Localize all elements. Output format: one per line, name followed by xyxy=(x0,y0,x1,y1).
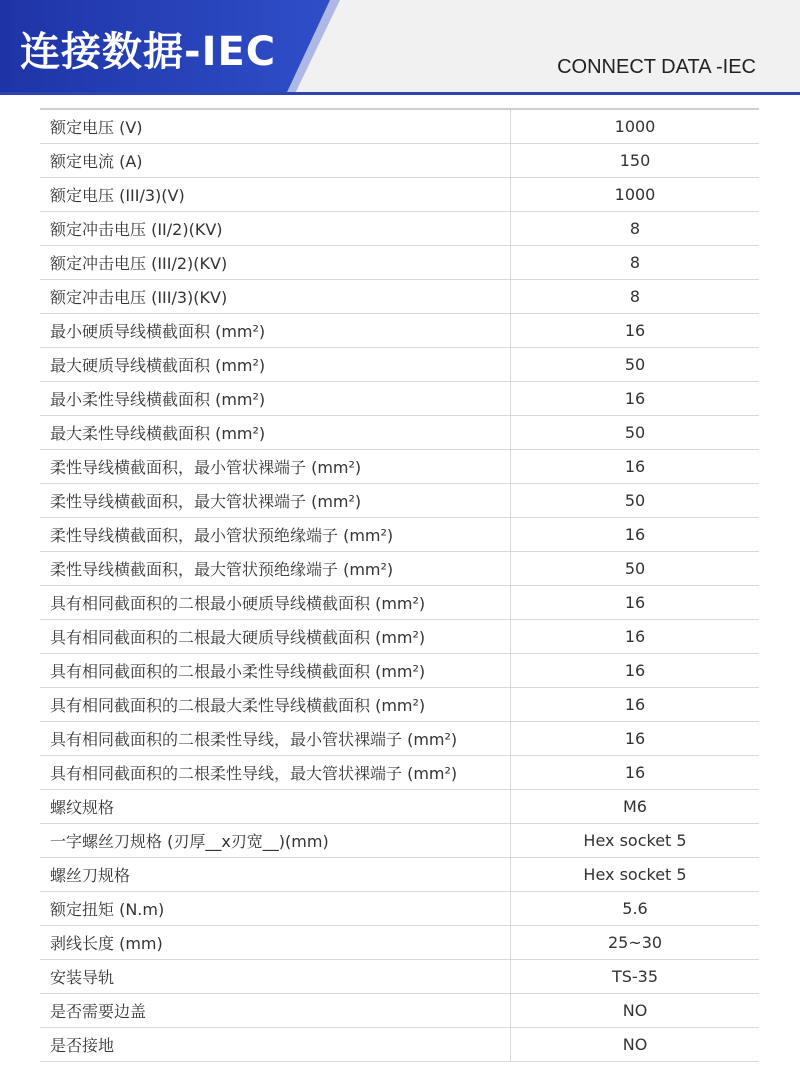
spec-label: 具有相同截面积的二根最小硬质导线横截面积 (mm²) xyxy=(40,586,511,620)
table-row xyxy=(40,212,759,246)
table-row xyxy=(40,518,759,552)
spec-label: 额定冲击电压 (III/3)(KV) xyxy=(40,280,511,314)
table-row xyxy=(40,654,759,688)
spec-value: 16 xyxy=(511,756,760,790)
page-title: 连接数据-IEC xyxy=(20,29,277,75)
spec-table-body xyxy=(40,109,759,1062)
spec-value: 16 xyxy=(511,688,760,722)
table-row xyxy=(40,382,759,416)
spec-label: 柔性导线横截面积，最小管状预绝缘端子 (mm²) xyxy=(40,518,511,552)
table-row xyxy=(40,246,759,280)
table-row xyxy=(40,280,759,314)
table-row xyxy=(40,858,759,892)
spec-value: 16 xyxy=(511,620,760,654)
spec-label: 具有相同截面积的二根柔性导线，最小管状裸端子 (mm²) xyxy=(40,722,511,756)
table-row xyxy=(40,178,759,212)
spec-label: 剥线长度 (mm) xyxy=(40,926,511,960)
spec-label: 额定冲击电压 (III/2)(KV) xyxy=(40,246,511,280)
spec-table xyxy=(40,108,759,1062)
spec-label: 额定冲击电压 (II/2)(KV) xyxy=(40,212,511,246)
spec-value: 16 xyxy=(511,450,760,484)
spec-label: 是否接地 xyxy=(40,1028,511,1062)
table-row xyxy=(40,314,759,348)
spec-label: 额定电流 (A) xyxy=(40,144,511,178)
spec-value: 16 xyxy=(511,518,760,552)
spec-label: 具有相同截面积的二根最小柔性导线横截面积 (mm²) xyxy=(40,654,511,688)
table-row xyxy=(40,586,759,620)
table-row xyxy=(40,790,759,824)
spec-value: 50 xyxy=(511,484,760,518)
spec-value: TS-35 xyxy=(511,960,760,994)
spec-value: 50 xyxy=(511,348,760,382)
table-row xyxy=(40,144,759,178)
spec-value: Hex socket 5 xyxy=(511,824,760,858)
spec-value: 150 xyxy=(511,144,760,178)
spec-label: 一字螺丝刀规格 (刃厚__x刃宽__)(mm) xyxy=(40,824,511,858)
spec-value: 25~30 xyxy=(511,926,760,960)
spec-value: NO xyxy=(511,994,760,1028)
table-row xyxy=(40,348,759,382)
table-row xyxy=(40,620,759,654)
spec-value: M6 xyxy=(511,790,760,824)
spec-label: 最大柔性导线横截面积 (mm²) xyxy=(40,416,511,450)
spec-value: 1000 xyxy=(511,109,760,144)
spec-label: 最大硬质导线横截面积 (mm²) xyxy=(40,348,511,382)
spec-label: 具有相同截面积的二根最大硬质导线横截面积 (mm²) xyxy=(40,620,511,654)
spec-value: NO xyxy=(511,1028,760,1062)
page-header xyxy=(0,0,800,96)
spec-value: 1000 xyxy=(511,178,760,212)
spec-label: 柔性导线横截面积，最大管状预绝缘端子 (mm²) xyxy=(40,552,511,586)
spec-label: 安装导轨 xyxy=(40,960,511,994)
spec-value: 8 xyxy=(511,246,760,280)
spec-value: 50 xyxy=(511,552,760,586)
spec-label: 具有相同截面积的二根柔性导线，最大管状裸端子 (mm²) xyxy=(40,756,511,790)
table-row xyxy=(40,994,759,1028)
table-row xyxy=(40,688,759,722)
table-row xyxy=(40,926,759,960)
table-row xyxy=(40,824,759,858)
spec-value: 16 xyxy=(511,382,760,416)
table-row xyxy=(40,552,759,586)
table-row xyxy=(40,892,759,926)
spec-label: 最小柔性导线横截面积 (mm²) xyxy=(40,382,511,416)
spec-value: 50 xyxy=(511,416,760,450)
table-row xyxy=(40,960,759,994)
spec-label: 柔性导线横截面积，最小管状裸端子 (mm²) xyxy=(40,450,511,484)
spec-value: 5.6 xyxy=(511,892,760,926)
spec-label: 螺丝刀规格 xyxy=(40,858,511,892)
spec-value: 8 xyxy=(511,280,760,314)
spec-label: 螺纹规格 xyxy=(40,790,511,824)
spec-value: 16 xyxy=(511,586,760,620)
spec-label: 具有相同截面积的二根最大柔性导线横截面积 (mm²) xyxy=(40,688,511,722)
table-row xyxy=(40,722,759,756)
table-row xyxy=(40,450,759,484)
spec-value: 16 xyxy=(511,314,760,348)
table-row xyxy=(40,416,759,450)
spec-label: 额定电压 (V) xyxy=(40,109,511,144)
spec-value: Hex socket 5 xyxy=(511,858,760,892)
spec-value: 8 xyxy=(511,212,760,246)
spec-label: 额定扭矩 (N.m) xyxy=(40,892,511,926)
spec-value: 16 xyxy=(511,654,760,688)
header-divider xyxy=(0,92,800,95)
table-row xyxy=(40,1028,759,1062)
spec-label: 额定电压 (III/3)(V) xyxy=(40,178,511,212)
spec-value: 16 xyxy=(511,722,760,756)
spec-label: 最小硬质导线横截面积 (mm²) xyxy=(40,314,511,348)
table-row xyxy=(40,484,759,518)
page-subtitle: CONNECT DATA -IEC xyxy=(557,56,756,78)
table-row xyxy=(40,756,759,790)
table-row xyxy=(40,109,759,144)
spec-label: 柔性导线横截面积，最大管状裸端子 (mm²) xyxy=(40,484,511,518)
spec-label: 是否需要边盖 xyxy=(40,994,511,1028)
